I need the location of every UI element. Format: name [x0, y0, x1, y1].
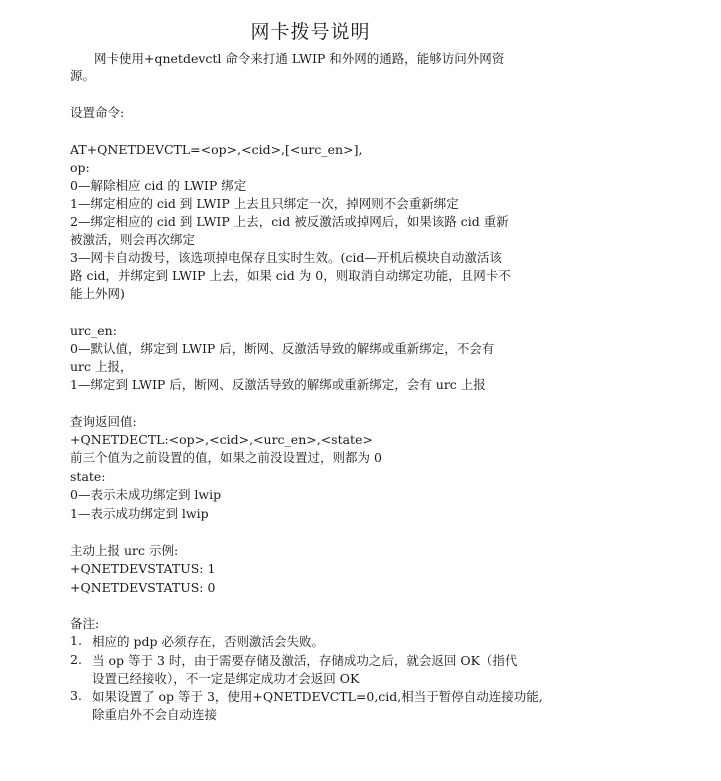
urc-en-line: 1—绑定到 LWIP 后，断网、反激活导致的解绑或重新绑定，会有 urc 上报	[70, 377, 486, 392]
urc-example-heading: 主动上报 urc 示例:	[70, 543, 179, 558]
state-line: 1—表示成功绑定到 lwip	[70, 506, 209, 521]
query-heading: 查询返回值:	[70, 414, 137, 429]
note-line: 设置已经接收），不一定是绑定成功才会返回 OK	[92, 671, 360, 686]
op-line: 能上外网)	[70, 286, 125, 301]
document-title: 网卡拨号说明	[250, 21, 371, 43]
note-number: 2.	[70, 652, 82, 667]
notes-heading: 备注:	[70, 616, 100, 631]
urc-example-line: +QNETDEVSTATUS: 0	[70, 580, 216, 595]
set-command-heading: 设置命令:	[70, 105, 125, 120]
op-line: 被激活，则会再次绑定	[70, 232, 196, 247]
op-line: 3—网卡自动拨号，该选项掉电保存且实时生效。(cid—开机后模块自动激活该	[70, 250, 502, 265]
intro-line: 网卡使用+qnetdevctl 命令来打通 LWIP 和外网的通路，能够访问外网资	[94, 51, 505, 66]
op-line: 路 cid，并绑定到 LWIP 上去，如果 cid 为 0，则取消自动绑定功能，且网卡不	[70, 268, 511, 283]
query-note: 前三个值为之前设置的值，如果之前没设置过，则都为 0	[70, 450, 382, 465]
urc-example-line: +QNETDEVSTATUS: 1	[70, 561, 216, 576]
state-label: state:	[70, 469, 106, 484]
note-number: 1.	[70, 633, 82, 648]
op-line: 2—绑定相应的 cid 到 LWIP 上去，cid 被反激活或掉网后，如果该路 cid 重新	[70, 214, 509, 229]
state-line: 0—表示未成功绑定到 lwip	[70, 487, 222, 502]
note-line: 除重启外不会自动连接	[92, 707, 218, 722]
op-label: op:	[70, 160, 90, 175]
query-syntax: +QNETDECTL:<op>,<cid>,<urc_en>,<state>	[70, 432, 373, 447]
op-line: 0—解除相应 cid 的 LWIP 绑定	[70, 178, 247, 193]
note-line: 相应的 pdp 必须存在，否则激活会失败。	[92, 634, 324, 649]
set-command-syntax: AT+QNETDEVCTL=<op>,<cid>,[<urc_en>],	[70, 142, 363, 157]
urc-en-line: 0—默认值，绑定到 LWIP 后，断网、反激活导致的解绑或重新绑定，不会有	[70, 341, 495, 356]
note-number: 3.	[70, 688, 82, 703]
note-line: 当 op 等于 3 时，由于需要存储及激活，存储成功之后，就会返回 OK（指代	[92, 653, 518, 668]
urc-en-line: urc 上报，	[70, 359, 133, 374]
intro-line: 源。	[70, 68, 96, 83]
urc-en-label: urc_en:	[70, 323, 117, 338]
op-line: 1—绑定相应的 cid 到 LWIP 上去且只绑定一次，掉网则不会重新绑定	[70, 196, 459, 211]
note-line: 如果设置了 op 等于 3，使用+QNETDEVCTL=0,cid,相当于暂停自动连接功能,	[92, 689, 543, 704]
